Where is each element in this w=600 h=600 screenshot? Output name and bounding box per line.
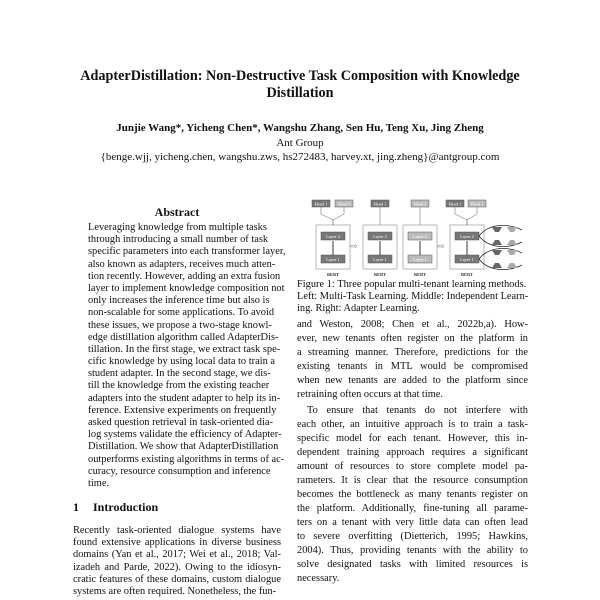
- abstract-heading-text: Abstract: [154, 205, 200, 219]
- head-2-box-label: Head 2: [413, 201, 427, 207]
- authors: Junjie Wang*, Yicheng Chen*, Wangshu Zhang, Sen Hu, Teng Xu, Jing Zheng: [116, 122, 484, 134]
- layer-2-box-label: Layer 2: [460, 233, 474, 239]
- adapter-icon: [507, 227, 517, 245]
- paragraph: [297, 318, 528, 402]
- text-line: student adapter. In the second stage, we dis-: [88, 368, 271, 380]
- text-line: ference. Extensive experiments on frequently: [88, 404, 277, 416]
- text-line: ever, new tenants often register on the platform in: [297, 333, 528, 344]
- adapter-icon: [492, 227, 502, 245]
- bert-label: BERT: [373, 272, 387, 277]
- bert-label: BERT: [326, 272, 340, 277]
- connector: [333, 207, 344, 225]
- title-line: AdapterDistillation: Non-Destructive Task Composition with Knowledge: [80, 68, 520, 84]
- layer-2-box-label: Layer 2: [326, 233, 340, 239]
- text-line: 2004). Thus, providing tenants with the ability to: [297, 545, 528, 556]
- text-line: asked question retrieval in task-oriented dia-: [88, 417, 273, 428]
- text-line: when new tenants are added to the platform since: [297, 375, 528, 386]
- affiliation: Ant Group: [276, 137, 324, 149]
- figure-caption: [297, 279, 528, 316]
- text-line: solve designated tasks with limited resources is: [297, 559, 528, 570]
- layer-2-box-label: Layer 2: [413, 233, 427, 239]
- text-line: Left: Multi-Task Learning. Middle: Independent Learn-: [297, 291, 529, 303]
- emails: {benge.wjj, yicheng.chen, wangshu.zws, hs272483, harvey.xt, jing.zheng}@antgroup.com: [100, 151, 500, 163]
- text-line: non-scalable for some applications. To avoid: [88, 307, 275, 319]
- text-line: found extensive applications in diverse business: [73, 537, 281, 549]
- text-line: outperforms existing algorithms in terms of ac-: [88, 453, 285, 465]
- text-line: Leveraging knowledge from multiple tasks: [88, 222, 267, 233]
- text-line: cific knowledge by using local data to train a: [88, 356, 275, 368]
- bert-label: BERT: [413, 272, 427, 277]
- paragraph: [297, 404, 528, 586]
- text-line: domains (Yan et al., 2017; Wei et al., 2018; Val-: [73, 549, 281, 561]
- text-line: tion recently. However, adding an extra fusion: [88, 270, 281, 282]
- text-line: tillation. In the first stage, we extract task spe-: [88, 343, 281, 355]
- text-line: edge distillation algorithm called AdapterDis-: [88, 331, 279, 343]
- adapter-icon: [492, 250, 502, 268]
- connector: [321, 207, 333, 225]
- bert-label: BERT: [460, 272, 474, 277]
- layer-1-box-label: Layer 1: [460, 256, 474, 262]
- text-line: to severe overfitting (Dietterich, 1995; Hawkins,: [297, 531, 528, 542]
- text-line: ters on a tenant with very little data can often lead: [297, 517, 528, 528]
- text-line: the platform. Additionally, fine-tuning all parame-: [297, 503, 528, 514]
- connector: [455, 207, 467, 225]
- text-line: these issues, we propose a two-stage knowl-: [88, 319, 272, 331]
- text-line: existing tenants in MTL would be compromised: [297, 361, 528, 372]
- text-line: To ensure that tenants do not interfere with: [307, 405, 528, 416]
- section-number: 1: [73, 500, 79, 514]
- text-line: adapters into the student adapter to help its in-: [88, 392, 281, 404]
- text-line: Recently task-oriented dialogue systems have: [73, 525, 281, 536]
- text-line: izadeh and Parde, 2022). Owing to the idiosyn-: [73, 561, 281, 573]
- text-line: and Weston, 2008; Chen et al., 2022b,a). How-: [297, 319, 528, 330]
- text-line: layer to implement knowledge composition not: [88, 282, 285, 294]
- layer-1-box-label: Layer 1: [413, 256, 427, 262]
- head-2-box-label: Head 2: [337, 201, 351, 207]
- text-line: till the knowledge from the existing teacher: [88, 380, 270, 392]
- title-line: Distillation: [266, 85, 334, 101]
- head-1-box-label: Head 1: [448, 201, 462, 207]
- intro-body: [73, 525, 281, 598]
- text-line: through introducing a small number of task: [88, 234, 269, 246]
- right-arrow-icon: ⇨: [350, 241, 358, 251]
- text-line: rameters. It is clear that the resource consumption: [297, 475, 528, 486]
- text-line: specific parameters into each transformer layer,: [88, 246, 286, 258]
- text-line: amount of resources to store complete model pa-: [297, 461, 528, 472]
- text-line: a streaming manner. Therefore, predictions for the: [297, 347, 528, 358]
- layer-1-box-label: Layer 1: [326, 256, 340, 262]
- text-line: becomes the bottleneck as many tenants register on: [297, 489, 528, 500]
- text-line: Distillation. We show that AdapterDistillation: [88, 441, 279, 453]
- text-line: also known as adapters, receives much atten-: [88, 258, 276, 270]
- text-line: necessary.: [297, 573, 340, 584]
- adapter-icon: [507, 250, 517, 268]
- text-line: systems are often required. Nonetheless, the fun-: [73, 585, 277, 597]
- intro-heading: [73, 500, 158, 515]
- connector: [467, 207, 477, 225]
- text-line: specific model for each tenant. However, this in-: [297, 433, 528, 444]
- figure-1-diagram: [290, 196, 530, 281]
- head-1-box-label: Head 1: [373, 201, 387, 207]
- text-line: curacy, resource consumption and inference: [88, 465, 271, 477]
- text-line: only increases the inference time but also is: [88, 295, 270, 307]
- text-line: Figure 1: Three popular multi-tenant learning methods.: [297, 279, 527, 290]
- text-line: each other, an intuitive approach is to train a task-: [297, 419, 528, 430]
- layer-2-box-label: Layer 2: [373, 233, 387, 239]
- text-line: log systems validate the efficiency of Adapter-: [88, 429, 282, 441]
- text-line: cratic features of these domains, custom dialogue: [73, 573, 281, 585]
- text-line: retraining often occurs at that time.: [297, 389, 443, 400]
- paper-title: [60, 68, 540, 102]
- text-line: ing. Right: Adapter Learning.: [297, 303, 420, 315]
- abstract-body: [88, 222, 286, 490]
- text-line: dependent training approach requires a significant: [297, 447, 528, 458]
- abstract-heading: [88, 205, 266, 220]
- head-1-box-label: Head 1: [314, 201, 328, 207]
- right-arrow-icon: ⇨: [437, 241, 445, 251]
- section-title: Introduction: [93, 500, 159, 514]
- text-line: time.: [88, 477, 110, 489]
- layer-1-box-label: Layer 1: [373, 256, 387, 262]
- head-2-box-label: Head 2: [470, 201, 484, 207]
